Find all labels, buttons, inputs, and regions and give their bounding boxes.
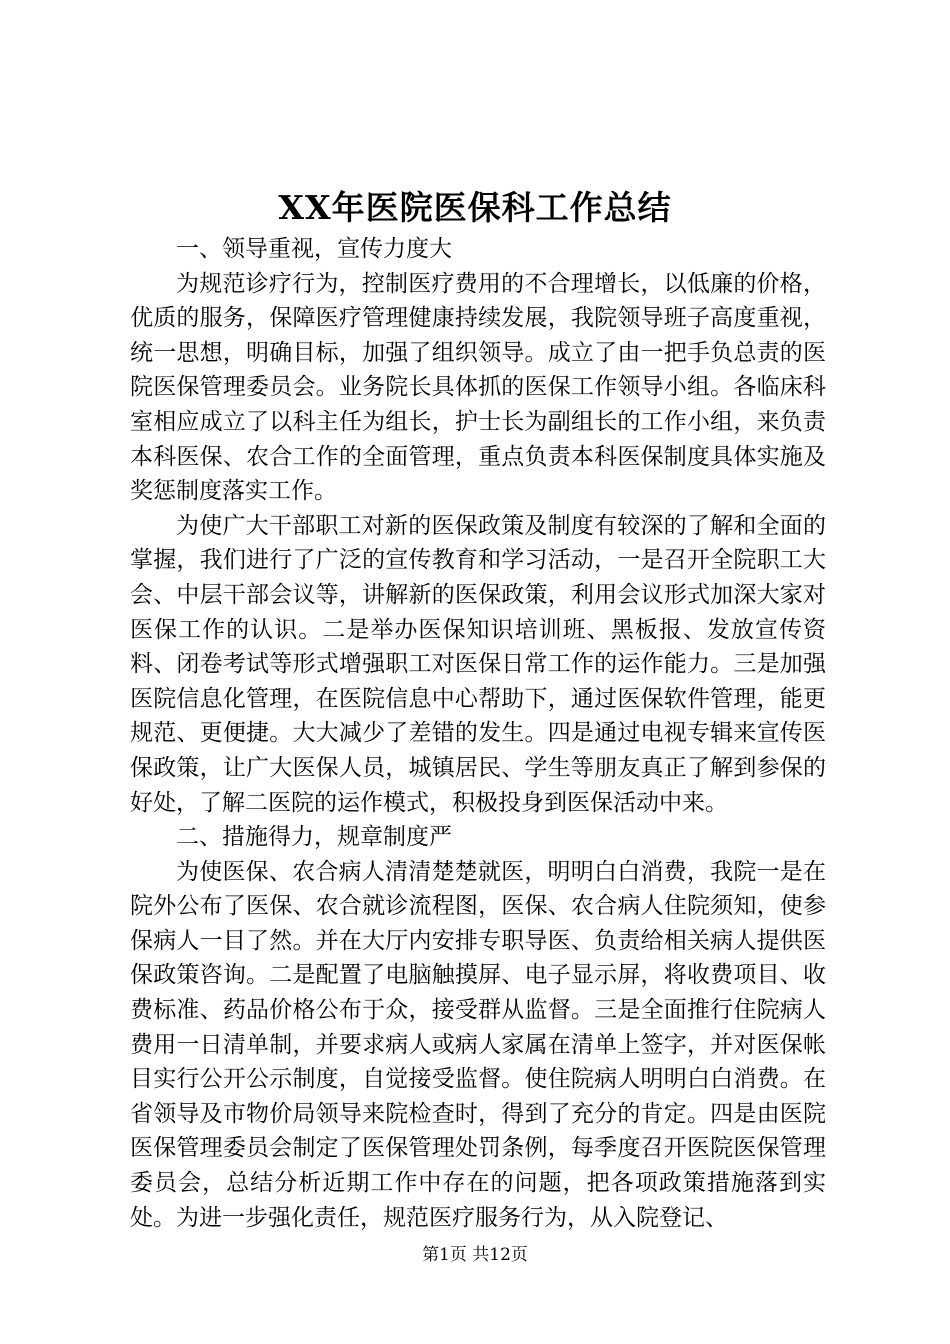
- section-heading-1: 一、领导重视，宣传力度大: [176, 236, 452, 262]
- paragraph-1: 为规范诊疗行为，控制医疗费用的不合理增长，以低廉的价格，优质的服务，保障医疗管理健康持续发展，我院领导班子高度重视，统一思想，明确目标，加强了组织领导。成立了由一把手负总责的医院医保管理委员会。业务院长具体抓的医保工作领导小组。各临床科室相应成立了以科主任为组长，护士长为副组长的工作小组，来负责本科医保、农合工作的全面管理，重点负责本科医保制度具体实施及奖惩制度落实工作。: [130, 270, 826, 505]
- document-body: [130, 232, 826, 1235]
- paragraph-3: 为使医保、农合病人清清楚楚就医，明明白白消费，我院一是在院外公布了医保、农合就诊流程图，医保、农合病人住院须知，使参保病人一目了然。并在大厅内安排专职导医、负责给相关病人提供医保政策咨询。二是配置了电脑触摸屏、电子显示屏，将收费项目、收费标准、药品价格公布于众，接受群从监督。三是全面推行住院病人费用一日清单制，并要求病人或病人家属在清单上签字，并对医保帐目实行公开公示制度，自觉接受监督。使住院病人明明白白消费。在省领导及市物价局领导来院检查时，得到了充分的肯定。四是由医院医保管理委员会制定了医保管理处罚条例，每季度召开医院医保管理委员会，总结分析近期工作中存在的问题，把各项政策措施落到实处。为进一步强化责任，规范医疗服务行为，从入院登记、: [130, 858, 826, 1231]
- paragraph-2: 为使广大干部职工对新的医保政策及制度有较深的了解和全面的掌握，我们进行了广泛的宣传教育和学习活动，一是召开全院职工大会、中层干部会议等，讲解新的医保政策，利用会议形式加深大家对医保工作的认识。二是举办医保知识培训班、黑板报、发放宣传资料、闭卷考试等形式增强职工对医保日常工作的运作能力。三是加强医院信息化管理，在医院信息中心帮助下，通过医保软件管理，能更规范、更便捷。大大减少了差错的发生。四是通过电视专辑来宣传医保政策，让广大医保人员，城镇居民、学生等朋友真正了解到参保的好处，了解二医院的运作模式，积极投身到医保活动中来。: [130, 512, 826, 816]
- document-title: XX年医院医保科工作总结: [278, 188, 672, 227]
- section-heading-2: 二、措施得力，规章制度严: [176, 824, 452, 851]
- page-footer: 第1页 共12页: [422, 1245, 528, 1265]
